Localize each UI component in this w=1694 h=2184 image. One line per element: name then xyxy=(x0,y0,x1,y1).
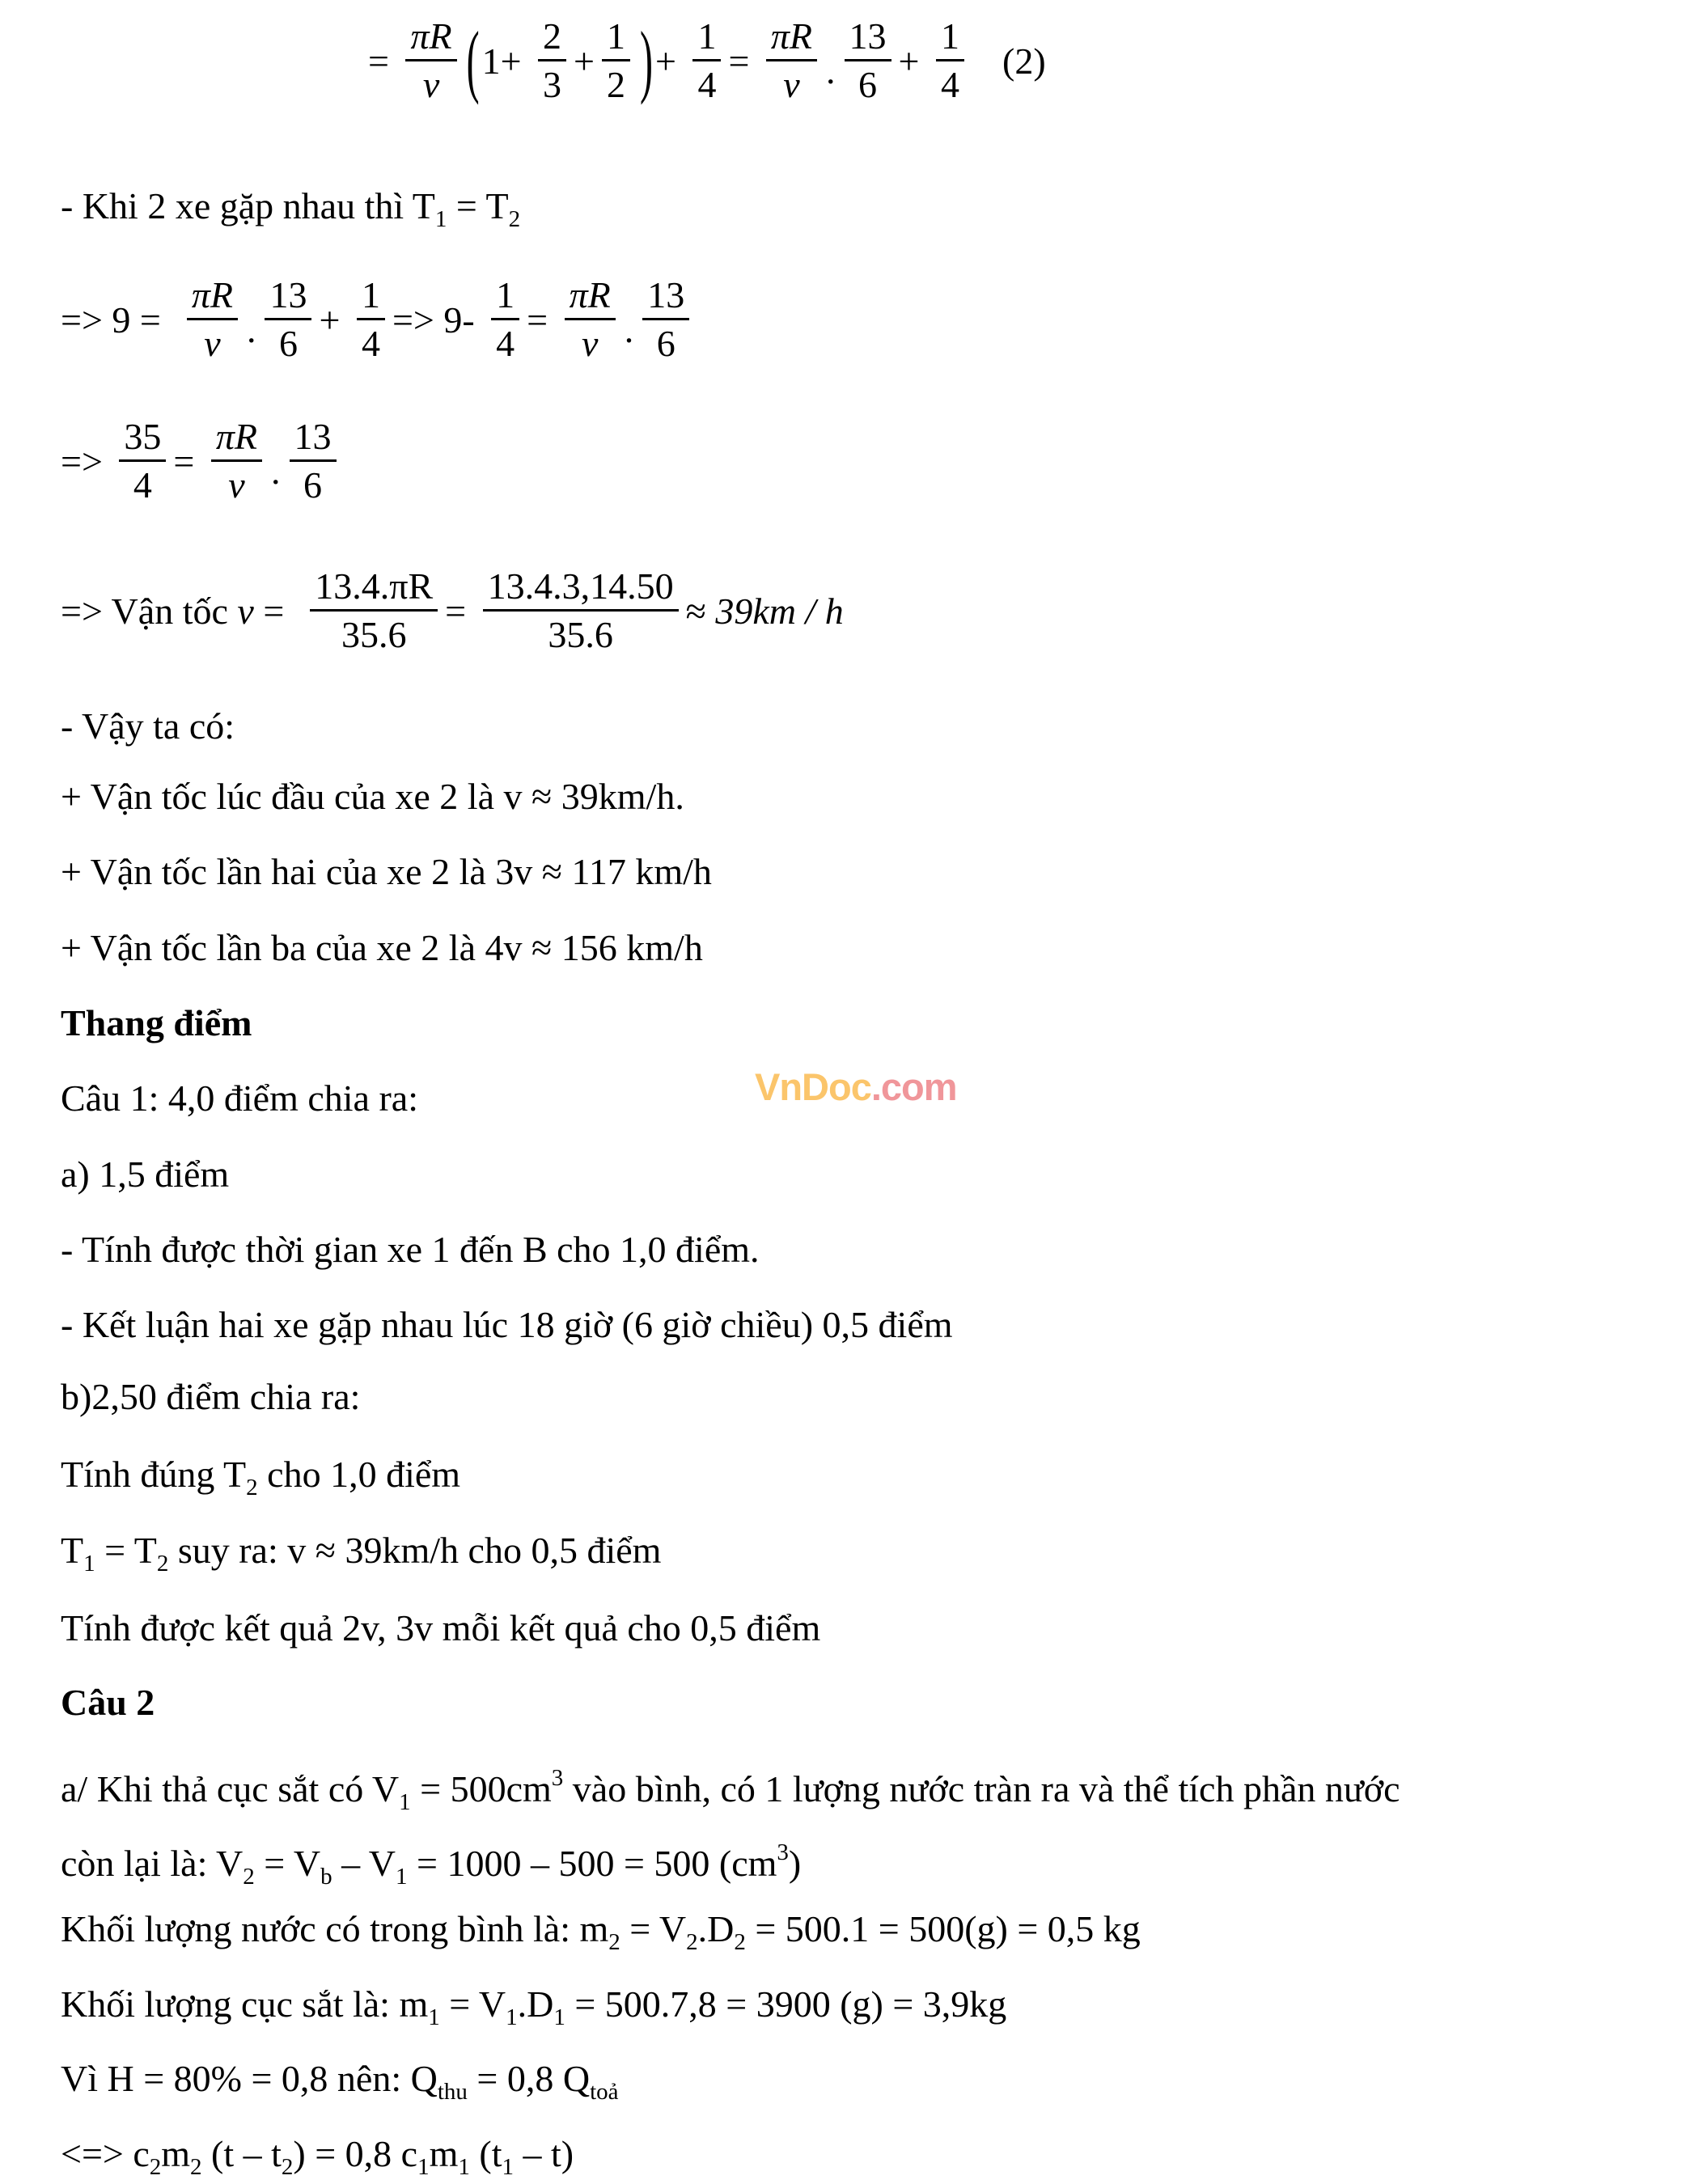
text-run: (t xyxy=(469,2133,502,2174)
fraction-numerator: 1 xyxy=(357,276,385,320)
fraction-numerator: 35 xyxy=(119,417,166,461)
text-run: + xyxy=(319,298,349,341)
fraction-numerator: πR xyxy=(405,17,456,61)
fraction xyxy=(483,567,679,654)
subscript: 2 xyxy=(608,1929,620,1955)
subscript: 2 xyxy=(246,1475,258,1500)
text-run: = V xyxy=(439,1983,506,2025)
text-run: = xyxy=(173,440,204,482)
text-run: + Vận tốc lần ba của xe 2 là 4v ≈ 156 km/h xyxy=(61,927,703,968)
vndoc-watermark-part2: .com xyxy=(870,1065,957,1108)
subscript: 2 xyxy=(190,2154,202,2180)
subscript: toả xyxy=(590,2079,619,2105)
fraction xyxy=(187,276,238,363)
fraction-numerator: 13 xyxy=(845,17,891,61)
text-run: a) 1,5 điểm xyxy=(61,1153,230,1195)
text-run: Câu 1: 4,0 điểm chia ra: xyxy=(61,1077,418,1119)
heading-thang-diem xyxy=(61,999,252,1048)
line-vay-ta-co xyxy=(61,702,235,751)
line-b-250-diem xyxy=(61,1373,360,1421)
fraction-numerator: 13.4.3,14.50 xyxy=(483,567,679,611)
text-run: = 500.1 = 500(g) = 0,5 kg xyxy=(745,1908,1141,1949)
line-khi-tha-cuc-sat xyxy=(61,1754,1400,1826)
text-run: (t – t xyxy=(201,2133,282,2174)
subscript: 1 xyxy=(502,2154,514,2180)
fraction xyxy=(310,567,438,654)
text-run: = 500.7,8 = 3900 (g) = 3,9kg xyxy=(565,1983,1007,2025)
text-run: suy ra: v ≈ 39km/h cho 0,5 điểm xyxy=(168,1530,662,1571)
subscript: 1 xyxy=(396,1864,408,1890)
equation-2 xyxy=(368,0,1046,121)
superscript: 3 xyxy=(777,1839,789,1865)
text-run: (2) xyxy=(1002,40,1046,82)
fraction xyxy=(405,17,456,104)
line-tinh-duoc-thoi-gian xyxy=(61,1225,760,1274)
fraction-denominator: 6 xyxy=(278,322,298,364)
text-run: => xyxy=(61,440,112,482)
line-tinh-dung-t2 xyxy=(61,1450,460,1512)
fraction-denominator: 35.6 xyxy=(341,613,407,655)
subscript: 2 xyxy=(508,206,521,232)
text-run: Thang điểm xyxy=(61,1002,252,1043)
line-vi-h-80 xyxy=(61,2055,619,2116)
text-run: = 500cm xyxy=(410,1768,552,1809)
text-run: 39km / h xyxy=(715,590,844,632)
fraction-numerator: 1 xyxy=(491,276,519,320)
text-run: 1+ xyxy=(481,40,531,82)
text-run: Khối lượng cục sắt là: m xyxy=(61,1983,429,2025)
text-run: = T xyxy=(447,185,509,226)
equation-9 xyxy=(61,259,697,380)
text-run: Vì H = 80% = 0,8 nên: Q xyxy=(61,2058,438,2099)
text-run: ) = 0,8 c xyxy=(293,2133,418,2174)
heading-cau-2 xyxy=(61,1678,155,1727)
subscript: 2 xyxy=(156,1551,169,1577)
text-run: => 9 = xyxy=(61,298,180,341)
line-khi-2-xe xyxy=(61,182,520,243)
subscript: 1 xyxy=(553,2004,565,2030)
fraction-denominator: 6 xyxy=(656,322,675,364)
fraction xyxy=(119,417,166,505)
subscript: 2 xyxy=(734,1929,746,1955)
line-van-toc-lan-ba xyxy=(61,924,703,972)
fraction-numerator: πR xyxy=(187,276,238,320)
fraction xyxy=(642,276,689,363)
vndoc-watermark xyxy=(755,1065,957,1108)
text-run: - Kết luận hai xe gặp nhau lúc 18 giờ (6 giờ chiều) 0,5 điểm xyxy=(61,1304,953,1345)
subscript: 1 xyxy=(458,2154,470,2180)
fraction-denominator: v xyxy=(228,463,245,506)
line-khoi-luong-cuc-sat xyxy=(61,1980,1006,2042)
subscript: 2 xyxy=(243,1864,255,1890)
fraction-numerator: 13 xyxy=(290,417,337,461)
text-run: vào bình, có 1 lượng nước tràn ra và thể tích phần nước xyxy=(563,1768,1400,1809)
text-run: <=> c xyxy=(61,2133,150,2174)
subscript: 1 xyxy=(506,2004,518,2030)
multiply-dot: . xyxy=(826,49,836,91)
text-run: = xyxy=(728,40,759,82)
text-run: = V xyxy=(254,1843,321,1884)
fraction-numerator: πR xyxy=(211,417,262,461)
text-run: – t) xyxy=(514,2133,574,2174)
fraction-denominator: 4 xyxy=(361,322,380,364)
text-run: m xyxy=(429,2133,459,2174)
line-khoi-luong-nuoc xyxy=(61,1905,1141,1966)
superscript: 3 xyxy=(551,1765,564,1791)
multiply-dot: . xyxy=(246,308,256,350)
fraction xyxy=(766,17,817,104)
fraction-numerator: πR xyxy=(565,276,616,320)
fraction xyxy=(491,276,519,363)
text-run: còn lại là: V xyxy=(61,1843,244,1884)
text-run: Khối lượng nước có trong bình là: m xyxy=(61,1908,609,1949)
fraction xyxy=(211,417,262,505)
fraction-denominator: 3 xyxy=(543,63,562,105)
subscript: 2 xyxy=(281,2154,294,2180)
fraction-numerator: 2 xyxy=(538,17,566,61)
fraction xyxy=(692,17,721,104)
line-ket-luan xyxy=(61,1301,953,1349)
subscript: 2 xyxy=(686,1929,698,1955)
text-run: = xyxy=(368,40,399,82)
text-run: => Vận tốc xyxy=(61,590,238,632)
fraction-denominator: v xyxy=(581,322,599,364)
multiply-dot: . xyxy=(271,450,281,492)
line-van-toc-lan-hai xyxy=(61,848,712,896)
fraction-denominator: 4 xyxy=(496,322,515,364)
line-tinh-duoc-ket-qua xyxy=(61,1604,820,1653)
text-run: = xyxy=(527,298,557,341)
fraction-numerator: 1 xyxy=(936,17,964,61)
line-con-lai-la xyxy=(61,1828,801,1901)
parenthesis: ) xyxy=(640,15,653,106)
fraction xyxy=(290,417,337,505)
fraction-denominator: 4 xyxy=(697,63,717,105)
line-van-toc-luc-dau xyxy=(61,772,684,821)
fraction xyxy=(936,17,964,104)
text-run: => 9- xyxy=(392,298,485,341)
subscript: 1 xyxy=(428,2004,440,2030)
text-run: cho 1,0 điểm xyxy=(257,1454,461,1495)
fraction xyxy=(602,17,630,104)
text-run: – V xyxy=(332,1843,396,1884)
subscript: 1 xyxy=(434,206,447,232)
text-run: T xyxy=(61,1530,84,1571)
text-run: = xyxy=(253,590,303,632)
equation-35-4 xyxy=(61,400,344,522)
line-cau-1 xyxy=(61,1074,418,1123)
text-run: - Tính được thời gian xe 1 đến B cho 1,0 điểm. xyxy=(61,1229,760,1270)
subscript: 1 xyxy=(399,1789,411,1815)
fraction-denominator: 4 xyxy=(941,63,959,105)
text-run: Tính đúng T xyxy=(61,1454,247,1495)
equation-van-toc xyxy=(61,550,844,671)
fraction-denominator: 6 xyxy=(858,63,878,105)
fraction xyxy=(845,17,891,104)
text-run: + Vận tốc lần hai của xe 2 là 3v ≈ 117 km/h xyxy=(61,851,712,892)
fraction-denominator: 6 xyxy=(303,463,322,506)
text-run: = 1000 – 500 = 500 (cm xyxy=(407,1843,777,1884)
line-c2m2 xyxy=(61,2130,574,2184)
fraction-denominator: 4 xyxy=(133,463,152,506)
fraction-numerator: 13 xyxy=(265,276,311,320)
fraction-numerator: 1 xyxy=(602,17,630,61)
text-run: ) xyxy=(788,1843,802,1884)
fraction-numerator: 13.4.πR xyxy=(310,567,438,611)
text-run: ≈ xyxy=(685,590,716,632)
fraction-denominator: 35.6 xyxy=(548,613,613,655)
vndoc-watermark-part1: VnDoc xyxy=(755,1065,871,1108)
text-run: + xyxy=(574,40,595,82)
fraction-numerator: πR xyxy=(766,17,817,61)
text-run: + xyxy=(654,40,686,82)
text-run: = 0,8 Q xyxy=(467,2058,591,2099)
text-run: + Vận tốc lúc đầu của xe 2 là v ≈ 39km/h. xyxy=(61,776,684,817)
line-a-15-diem xyxy=(61,1150,229,1199)
subscript: 2 xyxy=(149,2154,162,2180)
fraction-numerator: 1 xyxy=(692,17,721,61)
text-run: + xyxy=(898,40,929,82)
text-run: = xyxy=(445,590,476,632)
text-run: = T xyxy=(95,1530,157,1571)
subscript: b xyxy=(320,1864,332,1890)
text-run: .D xyxy=(517,1983,554,2025)
subscript: 1 xyxy=(83,1551,95,1577)
text-run: b)2,50 điểm chia ra: xyxy=(61,1376,361,1417)
fraction-denominator: v xyxy=(204,322,221,364)
subscript: 1 xyxy=(417,2154,430,2180)
text-run: .D xyxy=(697,1908,735,1949)
text-run: = V xyxy=(620,1908,687,1949)
fraction xyxy=(265,276,311,363)
text-run: - Khi 2 xe gặp nhau thì T xyxy=(61,185,435,226)
text-run: Tính được kết quả 2v, 3v mỗi kết quả cho 0,5 điểm xyxy=(61,1607,821,1649)
text-run: v xyxy=(237,590,254,632)
multiply-dot: . xyxy=(624,308,634,350)
fraction xyxy=(538,17,566,104)
subscript: thu xyxy=(437,2079,468,2105)
fraction xyxy=(357,276,385,363)
text-run: a/ Khi thả cục sắt có V xyxy=(61,1768,400,1809)
fraction-denominator: 2 xyxy=(607,63,625,105)
fraction-denominator: v xyxy=(783,63,800,105)
parenthesis: ( xyxy=(466,15,480,106)
fraction xyxy=(565,276,616,363)
text-run: Câu 2 xyxy=(61,1682,155,1723)
fraction-numerator: 13 xyxy=(642,276,689,320)
line-t1-t2-suy-ra xyxy=(61,1526,661,1588)
text-run: m xyxy=(161,2133,191,2174)
text-run: - Vậy ta có: xyxy=(61,705,235,747)
fraction-denominator: v xyxy=(422,63,440,105)
